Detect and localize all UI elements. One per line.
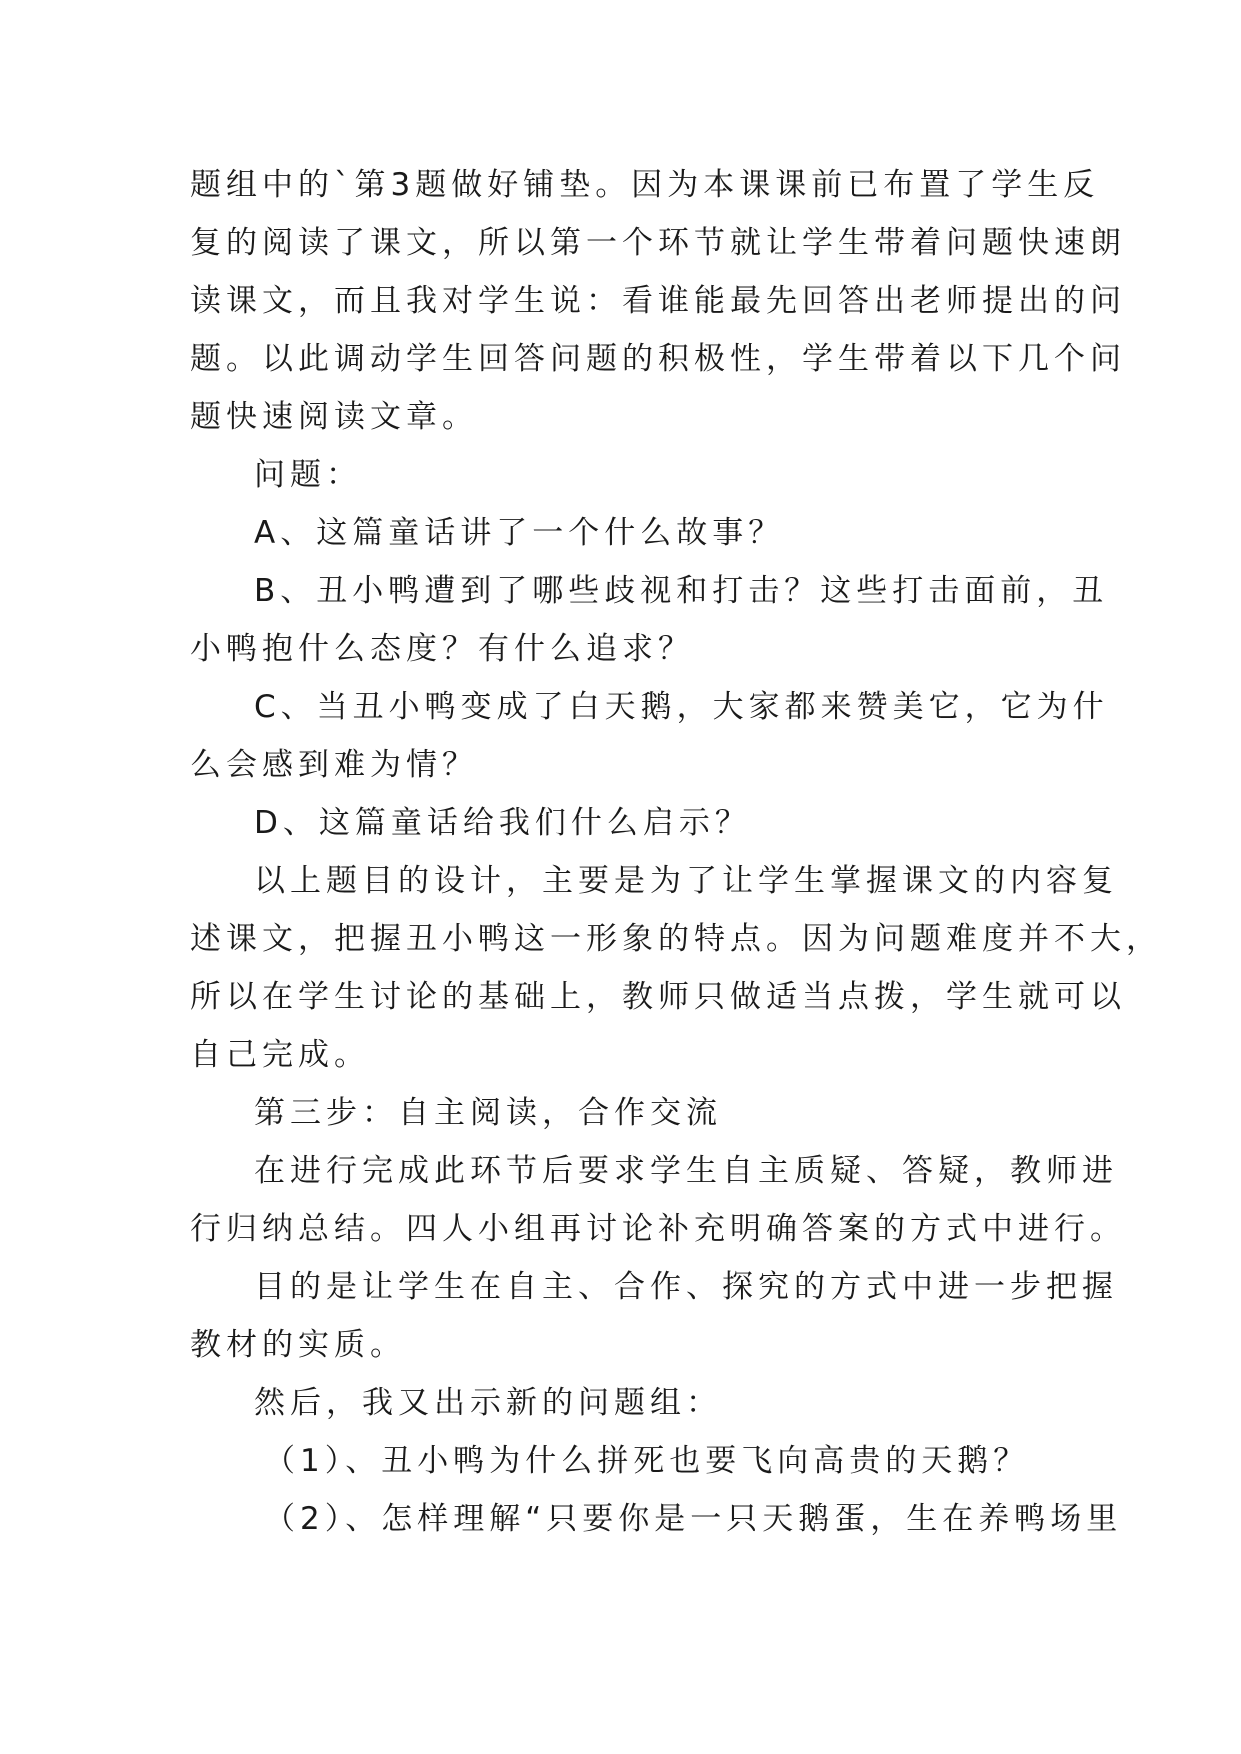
- paragraph-line: 教材的实质。: [190, 1327, 406, 1363]
- question-b: B、丑小鸭遭到了哪些歧视和打击？这些打击面前，丑: [254, 573, 1109, 609]
- paragraph-line: 读课文，而且我对学生说：看谁能最先回答出老师提出的问: [190, 283, 1126, 319]
- question-d: D、这篇童话给我们什么启示？: [254, 805, 751, 841]
- paragraph-line: 然后，我又出示新的问题组：: [254, 1385, 722, 1421]
- section-heading-questions: 问题：: [254, 457, 362, 493]
- numbered-question-2: （2）、怎样理解“只要你是一只天鹅蛋，生在养鸭场里: [264, 1501, 1123, 1537]
- question-c-continued: 么会感到难为情？: [190, 747, 478, 783]
- paragraph-line: 目的是让学生在自主、合作、探究的方式中进一步把握: [254, 1269, 1118, 1305]
- document-body: [190, 156, 1162, 1548]
- question-c: C、当丑小鸭变成了白天鹅，大家都来赞美它，它为什: [254, 689, 1109, 725]
- question-a: A、这篇童话讲了一个什么故事？: [254, 515, 785, 551]
- paragraph-line: 述课文，把握丑小鸭这一形象的特点。因为问题难度并不大，: [190, 921, 1162, 957]
- paragraph-line: 复的阅读了课文，所以第一个环节就让学生带着问题快速朗: [190, 225, 1126, 261]
- paragraph-line: 题组中的`第3题做好铺垫。因为本课课前已布置了学生反: [190, 167, 1100, 203]
- paragraph-line: 行归纳总结。四人小组再讨论补充明确答案的方式中进行。: [190, 1211, 1126, 1247]
- paragraph-line: 在进行完成此环节后要求学生自主质疑、答疑，教师进: [254, 1153, 1118, 1189]
- paragraph-line: 题快速阅读文章。: [190, 399, 478, 435]
- paragraph-line: 以上题目的设计，主要是为了让学生掌握课文的内容复: [254, 863, 1118, 899]
- paragraph-line: 所以在学生讨论的基础上，教师只做适当点拨，学生就可以: [190, 979, 1126, 1015]
- question-b-continued: 小鸭抱什么态度？有什么追求？: [190, 631, 694, 667]
- paragraph-line: 题。以此调动学生回答问题的积极性，学生带着以下几个问: [190, 341, 1126, 377]
- numbered-question-1: （1）、丑小鸭为什么拼死也要飞向高贵的天鹅？: [264, 1443, 1030, 1479]
- paragraph-line: 自己完成。: [190, 1037, 370, 1073]
- step-three-heading: 第三步：自主阅读，合作交流: [254, 1095, 722, 1131]
